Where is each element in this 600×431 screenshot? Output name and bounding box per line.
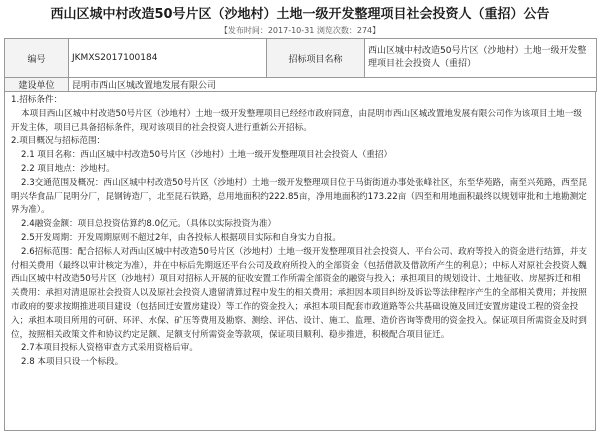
- section-2-2: 2.2 项目地点：沙地村。: [21, 163, 115, 174]
- notice-body: [4, 92, 596, 431]
- publish-meta: 【发布时间：2017-10-31 浏览次数：274】: [219, 26, 381, 35]
- notice-title: 西山区城中村改造50号片区（沙地村）土地一级开发整理项目社会投资人（重招）公告: [50, 7, 550, 22]
- section-2-3: 2.3交通范围及概况：西山区城中村改造50号片区（沙地村）土地一级开发整理项目位于马街街道办事处张峰社区，东至华苑路，南至兴苑路，西至昆明兴华食品厂昆明分厂，昆钢铸造厂，北至昆石铁路，总用地面积约222.85亩，净用地面积约173.22亩（四至和用地面积最终以规划审批和土地勘测定界为准）。: [11, 177, 588, 216]
- section-2-6: 2.6招标范围：配合招标人对西山区城中村改造50号片区（沙地村）土地一级开发整理项目社会投资人、平台公司、政府等投入的资金进行结算，并支付相关费用（最终以审计核定为准），并在中标后先期返还平台公司及政府所投入的全部资金（包括借款及借款所产生的利息）；中标人对原社会投资人魏西山区城中村改造50号片区（沙地村）项目对招标人开展的征收安置工作所需全部资金的融资与投入；承担项目的规划设计、土地征收、房屋拆迁和相关费用：承担对清退原社会投资人以及原社会投资人遗留清算过程中发生的相关费用；承担因本项目纠纷及诉讼等法律程序产生的全部相关费用；并按照市政府的要求按期推进项目建设（包括回迁安置房建设）等工作的资金投入；承担本项目配套市政道路等公共基础设施及回迁安置房建设工程的资金投入；承担本项目所用的可研、环评、水保、矿压等费用及勘察、测绘、评估、设计、施工、监理、造价咨询等费用的资金投入。保证项目所需资金及时到位，按照相关政策文件和协议约定足额、足额支付所需资金等款项，保证项目顺利、稳步推进，积极配合项目征迁。: [11, 246, 588, 340]
- info-table: [4, 38, 597, 92]
- unit-label: 建设单位: [5, 78, 69, 92]
- section-2-heading: 2.项目概况与招标范围：: [11, 136, 106, 147]
- project-label: 招标项目名称: [267, 39, 365, 78]
- section-1-body: 本项目西山区城中村改造50号片区（沙地村）土地一级开发整理项目已经经市政府同意，由昆明市西山区城改置地发展有限公司作为该项目土地一级开发主体，项目已具备招标条件，现对该项目的社会投资人进行重新公开招标。: [11, 108, 582, 133]
- unit-value: 昆明市西山区城改置地发展有限公司: [69, 78, 597, 92]
- section-2-4: 2.4融资金额：项目总投资估算约8.0亿元。（具体以实际投资为准）: [21, 219, 277, 230]
- section-2-1: 2.1 项目名称：西山区城中村改造50号片区（沙地村）土地一级开发整理项目社会投资人（重招）: [21, 150, 393, 161]
- section-2-8: 2.8 本项目只设一个标段。: [21, 357, 124, 368]
- code-value: JKMXS2017100184: [69, 39, 267, 78]
- project-value: 西山区城中村改造50号片区（沙地村）土地一级开发整理项目社会投资人（重招）: [365, 39, 597, 78]
- section-1-heading: 1.招标条件：: [11, 95, 63, 105]
- section-2-5: 2.5开发周期：开发周期原则不超过2年，由各投标人根据项目实际和自身实力自报。: [21, 232, 341, 243]
- section-2-7: 2.7本项目投标人资格审查方式采用资格后审。: [21, 343, 198, 354]
- code-label: 编号: [5, 39, 69, 78]
